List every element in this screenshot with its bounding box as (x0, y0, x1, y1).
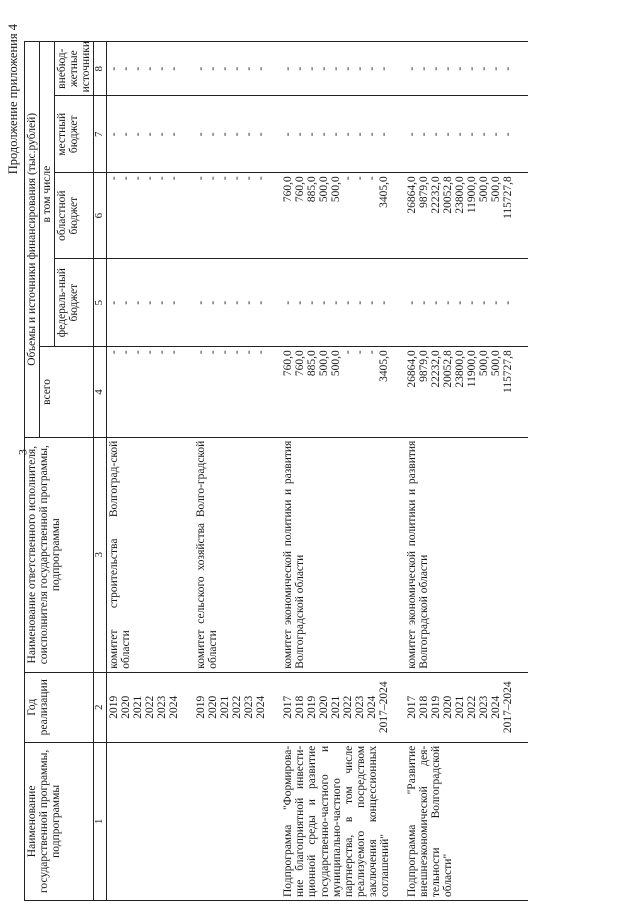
value-cell: - (243, 176, 256, 181)
col-number: 3 (94, 437, 107, 672)
value-cell: - (429, 300, 442, 305)
value-cell: - (405, 300, 418, 305)
value-cell: - (144, 176, 157, 181)
value-cell: 3405,0 (378, 176, 391, 208)
executor-name: комитет строительства Волгоград-ской области (107, 437, 195, 672)
header-regional: областной бюджет (55, 173, 94, 259)
local-list (107, 96, 195, 173)
local-list (281, 96, 405, 173)
value-cell: - (255, 300, 268, 305)
value-cell: - (378, 66, 391, 71)
value-cell: - (195, 176, 208, 181)
value-cell: - (294, 66, 307, 71)
regional-list (405, 173, 528, 259)
value-cell: - (108, 176, 121, 181)
year-cell: 2021 (330, 695, 343, 719)
value-cell: - (354, 66, 367, 71)
value-cell: - (330, 132, 343, 137)
value-cell: 23800,0 (453, 350, 466, 388)
year-cell: 2024 (255, 695, 268, 719)
value-cell: - (243, 300, 256, 305)
value-cell: - (477, 66, 490, 71)
value-cell: - (342, 300, 355, 305)
value-cell: 500,0 (489, 350, 502, 377)
value-cell: - (219, 350, 232, 355)
year-cell: 2017–2024 (378, 681, 391, 734)
value-cell: - (207, 300, 220, 305)
extra-list (281, 42, 405, 96)
value-cell: - (243, 350, 256, 355)
value-cell: - (429, 66, 442, 71)
value-cell: - (366, 350, 379, 355)
value-cell: 885,0 (306, 350, 319, 377)
value-cell: - (168, 176, 181, 181)
col-number: 4 (94, 347, 107, 437)
value-cell: - (417, 132, 430, 137)
header-extra: внебюд-жетные источники (55, 42, 94, 96)
year-list (405, 672, 528, 742)
total-list (281, 347, 405, 437)
value-cell: - (231, 66, 244, 71)
value-cell: - (195, 66, 208, 71)
col-number: 8 (94, 42, 107, 96)
value-cell: - (378, 300, 391, 305)
value-cell: - (243, 132, 256, 137)
value-cell: - (453, 300, 466, 305)
executor-name: комитет сельского хозяйства Волго-градской области (194, 437, 281, 672)
value-cell: - (489, 132, 502, 137)
year-cell: 2022 (342, 695, 355, 719)
value-cell: 500,0 (330, 350, 343, 377)
federal-list (107, 259, 195, 347)
year-cell: 2024 (366, 695, 379, 719)
table-row (281, 42, 405, 901)
year-cell: 2019 (429, 695, 442, 719)
value-cell: - (120, 132, 133, 137)
value-cell: - (489, 66, 502, 71)
year-cell: 2018 (294, 695, 307, 719)
value-cell: - (354, 350, 367, 355)
total-list (107, 347, 195, 437)
value-cell: - (354, 132, 367, 137)
value-cell: - (342, 132, 355, 137)
program-name: Подпрограмма "Формирова-ние благоприятной инвести-ционной среды и развитие государственно-частного и муниципально-частного партнерства, в том числе реализуемого посредством заключения концессионных соглашений" (281, 742, 405, 900)
value-cell: 11900,0 (465, 176, 478, 214)
value-cell: - (294, 132, 307, 137)
year-cell: 2017–2024 (501, 681, 514, 734)
value-cell: - (207, 176, 220, 181)
header-year: Год реализации (25, 672, 94, 742)
year-cell: 2022 (144, 695, 157, 719)
value-cell: - (318, 300, 331, 305)
year-cell: 2023 (354, 695, 367, 719)
year-cell: 2021 (453, 695, 466, 719)
value-cell: - (366, 176, 379, 181)
value-cell: - (441, 132, 454, 137)
federal-list (405, 259, 528, 347)
col-number: 7 (94, 96, 107, 173)
value-cell: - (354, 300, 367, 305)
value-cell: - (318, 66, 331, 71)
header-executor: Наименование ответственного исполнителя, соисполнителя государственной программы, подпрограммы (25, 437, 94, 672)
value-cell: 3405,0 (378, 350, 391, 382)
value-cell: 500,0 (330, 176, 343, 203)
value-cell: 9879,0 (417, 350, 430, 382)
year-cell: 2023 (156, 695, 169, 719)
value-cell: - (108, 300, 121, 305)
value-cell: - (306, 300, 319, 305)
value-cell: - (306, 66, 319, 71)
value-cell: - (168, 66, 181, 71)
value-cell: - (108, 66, 121, 71)
value-cell: - (417, 300, 430, 305)
year-cell: 2018 (417, 695, 430, 719)
year-cell: 2021 (219, 695, 232, 719)
local-list (405, 96, 528, 173)
value-cell: 760,0 (294, 350, 307, 377)
value-cell: - (207, 66, 220, 71)
value-cell: - (465, 132, 478, 137)
header-total: всего (40, 347, 94, 437)
year-list (281, 672, 405, 742)
value-cell: - (354, 176, 367, 181)
year-cell: 2019 (108, 695, 121, 719)
value-cell: 885,0 (306, 176, 319, 203)
year-cell: 2024 (168, 695, 181, 719)
executor-name: комитет экономической политики и развития Волгоградской области (281, 437, 405, 672)
year-cell: 2021 (132, 695, 145, 719)
year-cell: 2020 (120, 695, 133, 719)
value-cell: 500,0 (477, 176, 490, 203)
value-cell: - (231, 300, 244, 305)
value-cell: - (231, 132, 244, 137)
header-including: в том числе (40, 42, 55, 347)
year-cell: 2024 (489, 695, 502, 719)
program-name (194, 742, 281, 900)
year-cell: 2019 (306, 695, 319, 719)
header-funding: Объемы и источники финансирования (тыс.рублей) (25, 42, 40, 438)
value-cell: - (132, 176, 145, 181)
value-cell: - (429, 132, 442, 137)
regional-list (107, 173, 195, 259)
value-cell: 11900,0 (465, 350, 478, 388)
value-cell: - (231, 176, 244, 181)
value-cell: - (120, 176, 133, 181)
value-cell: - (144, 66, 157, 71)
value-cell: - (120, 66, 133, 71)
value-cell: - (405, 132, 418, 137)
value-cell: - (120, 300, 133, 305)
table-row (194, 42, 281, 901)
year-cell: 2023 (243, 695, 256, 719)
year-cell: 2017 (282, 695, 295, 719)
value-cell: - (282, 66, 295, 71)
value-cell: 22232,0 (429, 176, 442, 214)
value-cell: - (132, 66, 145, 71)
col-number: 2 (94, 672, 107, 742)
value-cell: - (144, 300, 157, 305)
value-cell: - (453, 132, 466, 137)
extra-list (194, 42, 281, 96)
value-cell: - (168, 350, 181, 355)
value-cell: 500,0 (477, 350, 490, 377)
value-cell: - (255, 350, 268, 355)
value-cell: - (144, 350, 157, 355)
value-cell: 760,0 (282, 350, 295, 377)
value-cell: - (405, 66, 418, 71)
value-cell: 115727,8 (501, 350, 514, 393)
financing-table (24, 41, 528, 901)
value-cell: - (195, 132, 208, 137)
value-cell: - (342, 66, 355, 71)
value-cell: - (168, 300, 181, 305)
value-cell: - (255, 66, 268, 71)
year-cell: 2017 (405, 695, 418, 719)
value-cell: - (219, 176, 232, 181)
value-cell: - (306, 132, 319, 137)
total-list (405, 347, 528, 437)
value-cell: - (156, 132, 169, 137)
program-name: Подпрограмма "Развитие внешнеэкономической дея-тельности Волгоградской области" (405, 742, 528, 900)
year-cell: 2020 (441, 695, 454, 719)
value-cell: - (132, 300, 145, 305)
column-number-row (94, 42, 107, 901)
value-cell: - (366, 66, 379, 71)
value-cell: - (441, 66, 454, 71)
value-cell: - (417, 66, 430, 71)
regional-list (194, 173, 281, 259)
value-cell: - (132, 350, 145, 355)
value-cell: 500,0 (318, 176, 331, 203)
value-cell: 500,0 (489, 176, 502, 203)
extra-list (405, 42, 528, 96)
year-cell: 2019 (195, 695, 208, 719)
value-cell: - (156, 176, 169, 181)
value-cell: - (501, 132, 514, 137)
value-cell: - (330, 300, 343, 305)
value-cell: - (282, 132, 295, 137)
value-cell: - (441, 300, 454, 305)
value-cell: - (255, 132, 268, 137)
program-name (107, 742, 195, 900)
value-cell: - (156, 300, 169, 305)
value-cell: - (219, 300, 232, 305)
value-cell: - (366, 300, 379, 305)
value-cell: 26864,0 (405, 176, 418, 214)
value-cell: - (168, 132, 181, 137)
local-list (194, 96, 281, 173)
value-cell: - (465, 66, 478, 71)
value-cell: - (108, 350, 121, 355)
value-cell: - (282, 300, 295, 305)
header-program: Наименование государственной программы, подпрограммы (25, 742, 94, 900)
value-cell: 115727,8 (501, 176, 514, 219)
continuation-caption: Продолжение приложения 4 (6, 24, 20, 175)
value-cell: - (342, 176, 355, 181)
value-cell: - (132, 132, 145, 137)
value-cell: - (195, 300, 208, 305)
table-row (107, 42, 195, 901)
value-cell: 22232,0 (429, 350, 442, 388)
value-cell: - (501, 66, 514, 71)
page-number: 3 (15, 449, 30, 455)
regional-list (281, 173, 405, 259)
col-number: 6 (94, 173, 107, 259)
value-cell: - (144, 132, 157, 137)
value-cell: - (207, 132, 220, 137)
col-number: 1 (94, 742, 107, 900)
table-body (107, 42, 528, 901)
value-cell: - (294, 300, 307, 305)
value-cell: - (255, 176, 268, 181)
value-cell: - (501, 300, 514, 305)
value-cell: 20052,8 (441, 350, 454, 388)
federal-list (194, 259, 281, 347)
year-cell: 2022 (231, 695, 244, 719)
value-cell: - (330, 66, 343, 71)
year-list (194, 672, 281, 742)
year-cell: 2022 (465, 695, 478, 719)
total-list (194, 347, 281, 437)
value-cell: 760,0 (282, 176, 295, 203)
value-cell: - (156, 66, 169, 71)
value-cell: - (465, 300, 478, 305)
value-cell: - (477, 132, 490, 137)
value-cell: 20052,8 (441, 176, 454, 214)
value-cell: - (156, 350, 169, 355)
value-cell: 23800,0 (453, 176, 466, 214)
value-cell: - (207, 350, 220, 355)
value-cell: - (219, 132, 232, 137)
value-cell: - (108, 132, 121, 137)
value-cell: - (366, 132, 379, 137)
value-cell: - (477, 300, 490, 305)
federal-list (281, 259, 405, 347)
year-cell: 2020 (207, 695, 220, 719)
value-cell: - (378, 132, 391, 137)
value-cell: 26864,0 (405, 350, 418, 388)
value-cell: 500,0 (318, 350, 331, 377)
header-federal: федераль-ный бюджет (55, 259, 94, 347)
value-cell: - (243, 66, 256, 71)
value-cell: 760,0 (294, 176, 307, 203)
value-cell: - (120, 350, 133, 355)
value-cell: 9879,0 (417, 176, 430, 208)
table-row (405, 42, 528, 901)
value-cell: - (489, 300, 502, 305)
value-cell: - (318, 132, 331, 137)
year-cell: 2023 (477, 695, 490, 719)
value-cell: - (195, 350, 208, 355)
executor-name: комитет экономической политики и развития Волгоградской области (405, 437, 528, 672)
extra-list (107, 42, 195, 96)
value-cell: - (219, 66, 232, 71)
value-cell: - (342, 350, 355, 355)
value-cell: - (453, 66, 466, 71)
year-list (107, 672, 195, 742)
value-cell: - (231, 350, 244, 355)
col-number: 5 (94, 259, 107, 347)
year-cell: 2020 (318, 695, 331, 719)
header-local: местный бюджет (55, 96, 94, 173)
